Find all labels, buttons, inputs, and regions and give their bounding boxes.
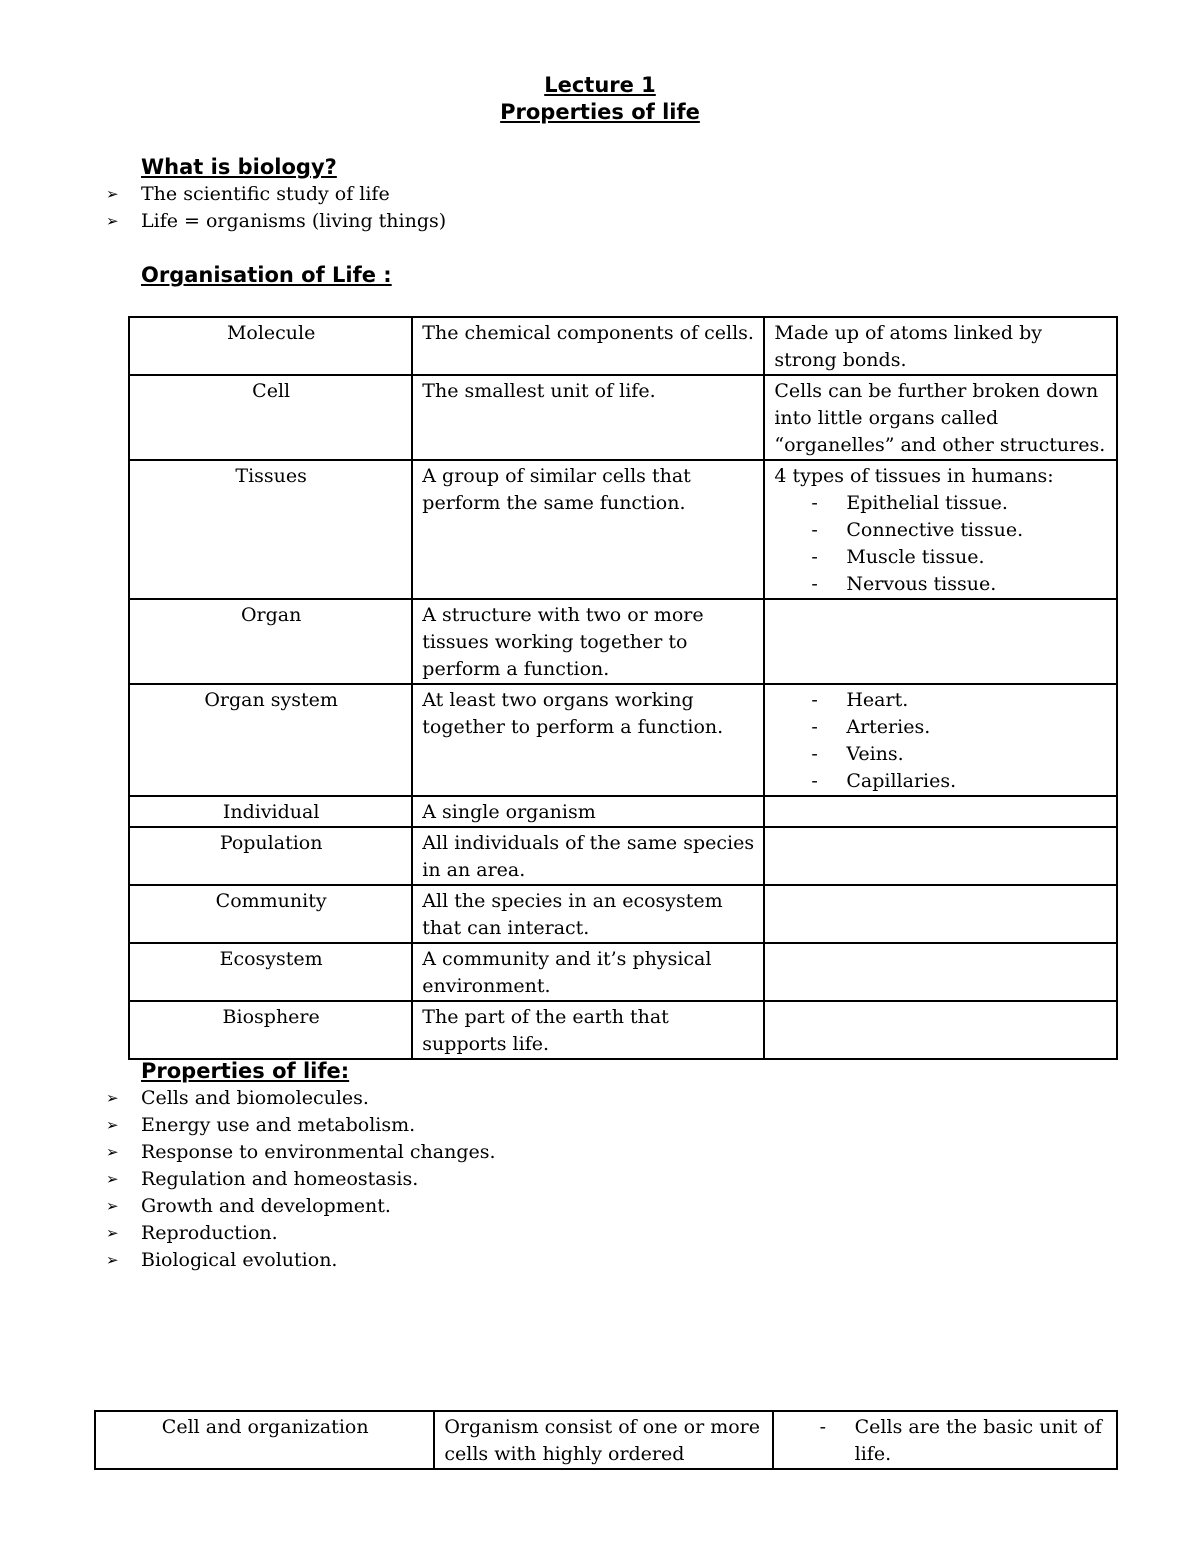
level-cell: Molecule [129, 317, 412, 375]
table-row [129, 684, 1117, 796]
list-item-text: Life = organisms (living things) [141, 210, 447, 232]
arrow-bullet-icon: ➢ [106, 1089, 119, 1107]
list-item [106, 1220, 496, 1247]
notes-cell [764, 885, 1117, 943]
list-item-text: Muscle tissue. [846, 546, 985, 568]
list-item [774, 714, 1108, 741]
list-item [106, 181, 446, 208]
list-item [106, 1139, 496, 1166]
notes-cell [764, 684, 1117, 796]
list-item-text: Nervous tissue. [846, 573, 997, 595]
arrow-bullet-icon: ➢ [106, 1197, 119, 1215]
level-cell: Ecosystem [129, 943, 412, 1001]
organisation-table [128, 316, 1118, 1060]
list-item [783, 1414, 1108, 1468]
dash-bullet-icon: - [811, 573, 818, 595]
notes-dash-list [774, 687, 1108, 795]
list-item [106, 1166, 496, 1193]
table-row [129, 460, 1117, 599]
list-item [774, 517, 1108, 544]
notes-text: Made up of atoms linked by strong bonds. [774, 322, 1042, 371]
notes-cell [764, 460, 1117, 599]
level-cell: Community [129, 885, 412, 943]
properties-detail-table [94, 1410, 1118, 1470]
notes-cell [764, 1001, 1117, 1059]
biology-bullet-list [106, 181, 446, 235]
list-item-text: Epithelial tissue. [846, 492, 1008, 514]
list-item [774, 544, 1108, 571]
section-heading-properties: Properties of life: [141, 1059, 350, 1083]
level-cell: Cell [129, 375, 412, 460]
list-item [774, 490, 1108, 517]
dash-bullet-icon: - [811, 770, 818, 792]
description-cell: Organism consist of one or more cells with highly ordered [434, 1411, 772, 1469]
definition-cell: All individuals of the same species in an area. [412, 827, 764, 885]
notes-dash-list [774, 490, 1108, 598]
arrow-bullet-icon: ➢ [106, 1143, 119, 1161]
list-item [774, 768, 1108, 795]
list-item-text: Cells are the basic unit of life. [854, 1416, 1102, 1465]
list-item-text: Cells and biomolecules. [141, 1087, 369, 1109]
table-row [95, 1411, 1117, 1469]
table-row [129, 1001, 1117, 1059]
notes-cell [764, 827, 1117, 885]
level-cell: Organ system [129, 684, 412, 796]
section-heading-organisation: Organisation of Life : [141, 263, 392, 287]
list-item-text: Capillaries. [846, 770, 957, 792]
list-item-text: Growth and development. [141, 1195, 391, 1217]
level-cell: Population [129, 827, 412, 885]
table-row [129, 943, 1117, 1001]
list-item-text: The scientific study of life [141, 183, 390, 205]
list-item-text: Heart. [846, 689, 909, 711]
notes-cell [764, 943, 1117, 1001]
table-row [129, 375, 1117, 460]
dash-bullet-icon: - [811, 689, 818, 711]
definition-cell: A community and it’s physical environment. [412, 943, 764, 1001]
list-item [774, 687, 1108, 714]
list-item [106, 1247, 496, 1274]
list-item-text: Response to environmental changes. [141, 1141, 496, 1163]
list-item [106, 208, 446, 235]
property-cell: Cell and organization [95, 1411, 434, 1469]
dash-bullet-icon: - [811, 716, 818, 738]
dash-bullet-icon: - [811, 492, 818, 514]
arrow-bullet-icon: ➢ [106, 1251, 119, 1269]
notes-text: 4 types of tissues in humans: [774, 465, 1054, 487]
properties-bullet-list [106, 1085, 496, 1274]
dash-bullet-icon: - [819, 1416, 827, 1438]
arrow-bullet-icon: ➢ [106, 1224, 119, 1242]
notes-cell [773, 1411, 1117, 1469]
page-title-subject: Properties of life [500, 100, 700, 124]
table-row [129, 796, 1117, 827]
table-row [129, 599, 1117, 684]
list-item-text: Reproduction. [141, 1222, 278, 1244]
definition-cell: A structure with two or more tissues working together to perform a function. [412, 599, 764, 684]
notes-text: Cells can be further broken down into little organs called “organelles” and other structures. [774, 380, 1106, 456]
list-item [774, 571, 1108, 598]
arrow-bullet-icon: ➢ [106, 1170, 119, 1188]
section-heading-what-is-biology: What is biology? [141, 155, 337, 179]
list-item-text: Energy use and metabolism. [141, 1114, 416, 1136]
dash-bullet-icon: - [811, 546, 818, 568]
definition-cell: A group of similar cells that perform the same function. [412, 460, 764, 599]
level-cell: Biosphere [129, 1001, 412, 1059]
level-cell: Tissues [129, 460, 412, 599]
list-item [106, 1112, 496, 1139]
list-item-text: Arteries. [846, 716, 931, 738]
notes-cell [764, 375, 1117, 460]
definition-cell: A single organism [412, 796, 764, 827]
definition-cell: The part of the earth that supports life. [412, 1001, 764, 1059]
arrow-bullet-icon: ➢ [106, 212, 119, 230]
list-item [106, 1085, 496, 1112]
definition-cell: The chemical components of cells. [412, 317, 764, 375]
list-item [106, 1193, 496, 1220]
arrow-bullet-icon: ➢ [106, 1116, 119, 1134]
table-row [129, 317, 1117, 375]
list-item-text: Veins. [846, 743, 904, 765]
table-row [129, 885, 1117, 943]
notes-dash-list [783, 1414, 1108, 1468]
dash-bullet-icon: - [811, 743, 818, 765]
table-row [129, 827, 1117, 885]
page-title-lecture: Lecture 1 [544, 73, 656, 97]
notes-cell [764, 796, 1117, 827]
arrow-bullet-icon: ➢ [106, 185, 119, 203]
definition-cell: The smallest unit of life. [412, 375, 764, 460]
notes-cell [764, 599, 1117, 684]
level-cell: Individual [129, 796, 412, 827]
list-item-text: Connective tissue. [846, 519, 1024, 541]
definition-cell: All the species in an ecosystem that can interact. [412, 885, 764, 943]
dash-bullet-icon: - [811, 519, 818, 541]
list-item-text: Regulation and homeostasis. [141, 1168, 419, 1190]
level-cell: Organ [129, 599, 412, 684]
list-item-text: Biological evolution. [141, 1249, 338, 1271]
definition-cell: At least two organs working together to perform a function. [412, 684, 764, 796]
list-item [774, 741, 1108, 768]
notes-cell [764, 317, 1117, 375]
